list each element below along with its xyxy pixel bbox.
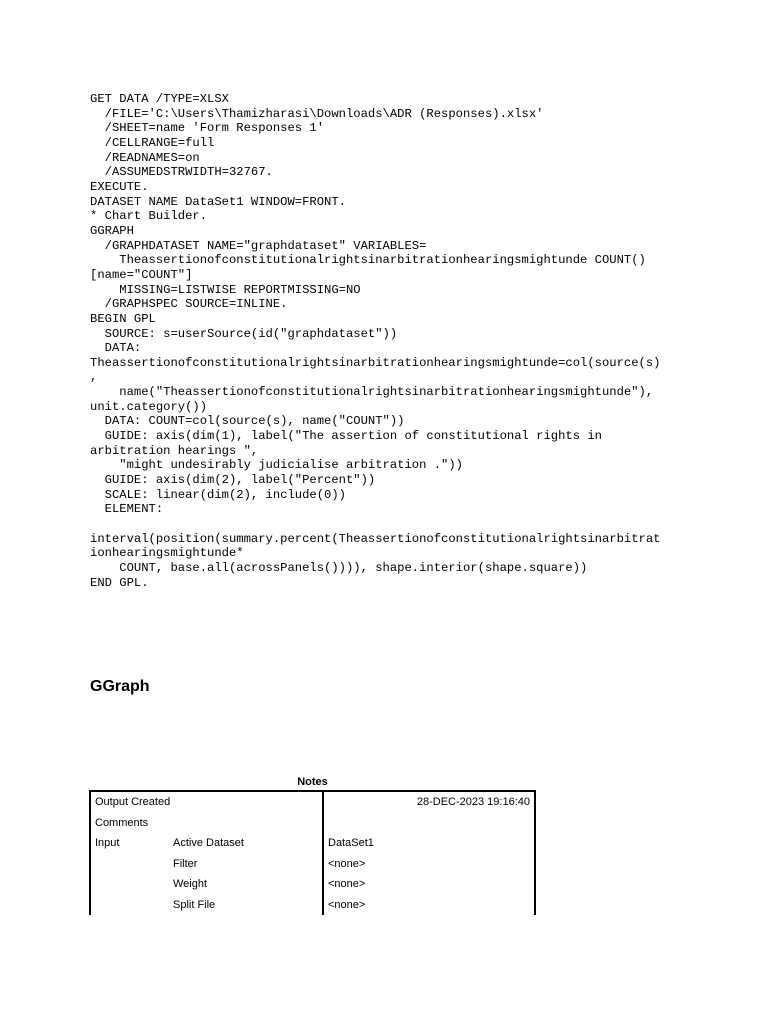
syntax-line: SCALE: linear(dim(2), include(0)) <box>90 487 346 502</box>
table-cell-c1 <box>90 874 169 895</box>
syntax-line: unit.category()) <box>90 399 208 414</box>
syntax-line: DATA: <box>90 341 142 356</box>
syntax-line: interval(position(summary.percent(Theassertionofconstitutionalrightsinarbitrat <box>90 531 661 546</box>
syntax-line: GUIDE: axis(dim(1), label("The assertion of constitutional rights in <box>90 429 602 444</box>
table-cell-c1 <box>90 895 169 916</box>
table-cell-c2: Active Dataset <box>173 837 244 850</box>
table-row <box>90 854 535 875</box>
section-heading: GGraph <box>90 678 150 695</box>
table-cell-c2: Weight <box>173 878 208 891</box>
syntax-line: Theassertionofconstitutionalrightsinarbitrationhearingsmightunde=col(source(s) <box>90 355 661 370</box>
table-cell-c2: Split File <box>173 898 216 911</box>
notes-title: Notes <box>297 776 328 788</box>
syntax-line: ionhearingsmightunde* <box>90 546 244 561</box>
notes-table <box>89 790 536 915</box>
syntax-line: GGRAPH <box>90 223 134 238</box>
syntax-line: ELEMENT: <box>90 502 164 517</box>
table-cell-c2 <box>169 813 323 834</box>
table-row <box>90 874 535 895</box>
syntax-line: /ASSUMEDSTRWIDTH=32767. <box>90 165 273 180</box>
syntax-line: /READNAMES=on <box>90 150 200 165</box>
notes-table-container <box>89 775 536 915</box>
syntax-line: , <box>90 370 98 385</box>
syntax-line: "might undesirably judicialise arbitration .")) <box>90 458 463 473</box>
syntax-line: name("Theassertionofconstitutionalrightsinarbitrationhearingsmightunde"), <box>90 385 654 400</box>
syntax-line: DATASET NAME DataSet1 WINDOW=FRONT. <box>90 194 346 209</box>
syntax-line: BEGIN GPL <box>90 311 156 326</box>
table-cell-c1: Comments <box>90 813 169 834</box>
syntax-line: /FILE='C:\Users\Thamizharasi\Downloads\ADR (Responses).xlsx' <box>90 106 544 121</box>
table-row <box>90 895 535 916</box>
syntax-line: /GRAPHDATASET NAME="graphdataset" VARIABLES= <box>90 238 427 253</box>
syntax-block <box>90 92 690 590</box>
table-row <box>90 791 535 813</box>
table-cell-c3 <box>323 813 535 834</box>
syntax-line: * Chart Builder. <box>90 209 208 224</box>
table-cell-c3: <none> <box>323 874 535 895</box>
syntax-line: /GRAPHSPEC SOURCE=INLINE. <box>90 297 288 312</box>
table-row <box>90 813 535 834</box>
table-cell-c2: Filter <box>173 857 198 870</box>
table-cell-c1: Input <box>90 833 169 854</box>
syntax-line: Theassertionofconstitutionalrightsinarbitrationhearingsmightunde COUNT() <box>90 253 646 268</box>
syntax-line: arbitration hearings ", <box>90 443 259 458</box>
syntax-line: END GPL. <box>90 575 149 590</box>
table-cell-c2 <box>169 791 323 813</box>
table-cell-c3: <none> <box>323 895 535 916</box>
syntax-line: GUIDE: axis(dim(2), label("Percent")) <box>90 473 376 488</box>
syntax-line: /CELLRANGE=full <box>90 135 215 150</box>
table-cell-c3: DataSet1 <box>323 833 535 854</box>
syntax-line: [name="COUNT"] <box>90 267 193 282</box>
table-row <box>90 833 535 854</box>
syntax-line: DATA: COUNT=col(source(s), name("COUNT")) <box>90 414 405 429</box>
syntax-line: MISSING=LISTWISE REPORTMISSING=NO <box>90 282 361 297</box>
syntax-line: COUNT, base.all(acrossPanels()))), shape.interior(shape.square)) <box>90 561 588 575</box>
syntax-line: GET DATA /TYPE=XLSX <box>90 92 229 106</box>
syntax-line: /SHEET=name 'Form Responses 1' <box>90 121 325 136</box>
table-cell-c1 <box>90 854 169 875</box>
syntax-line: EXECUTE. <box>90 179 149 194</box>
table-cell-c3: <none> <box>323 854 535 875</box>
table-cell-c1: Output Created <box>90 791 169 813</box>
table-cell-c3: 28-DEC-2023 19:16:40 <box>323 791 535 813</box>
syntax-line: SOURCE: s=userSource(id("graphdataset")) <box>90 326 398 341</box>
